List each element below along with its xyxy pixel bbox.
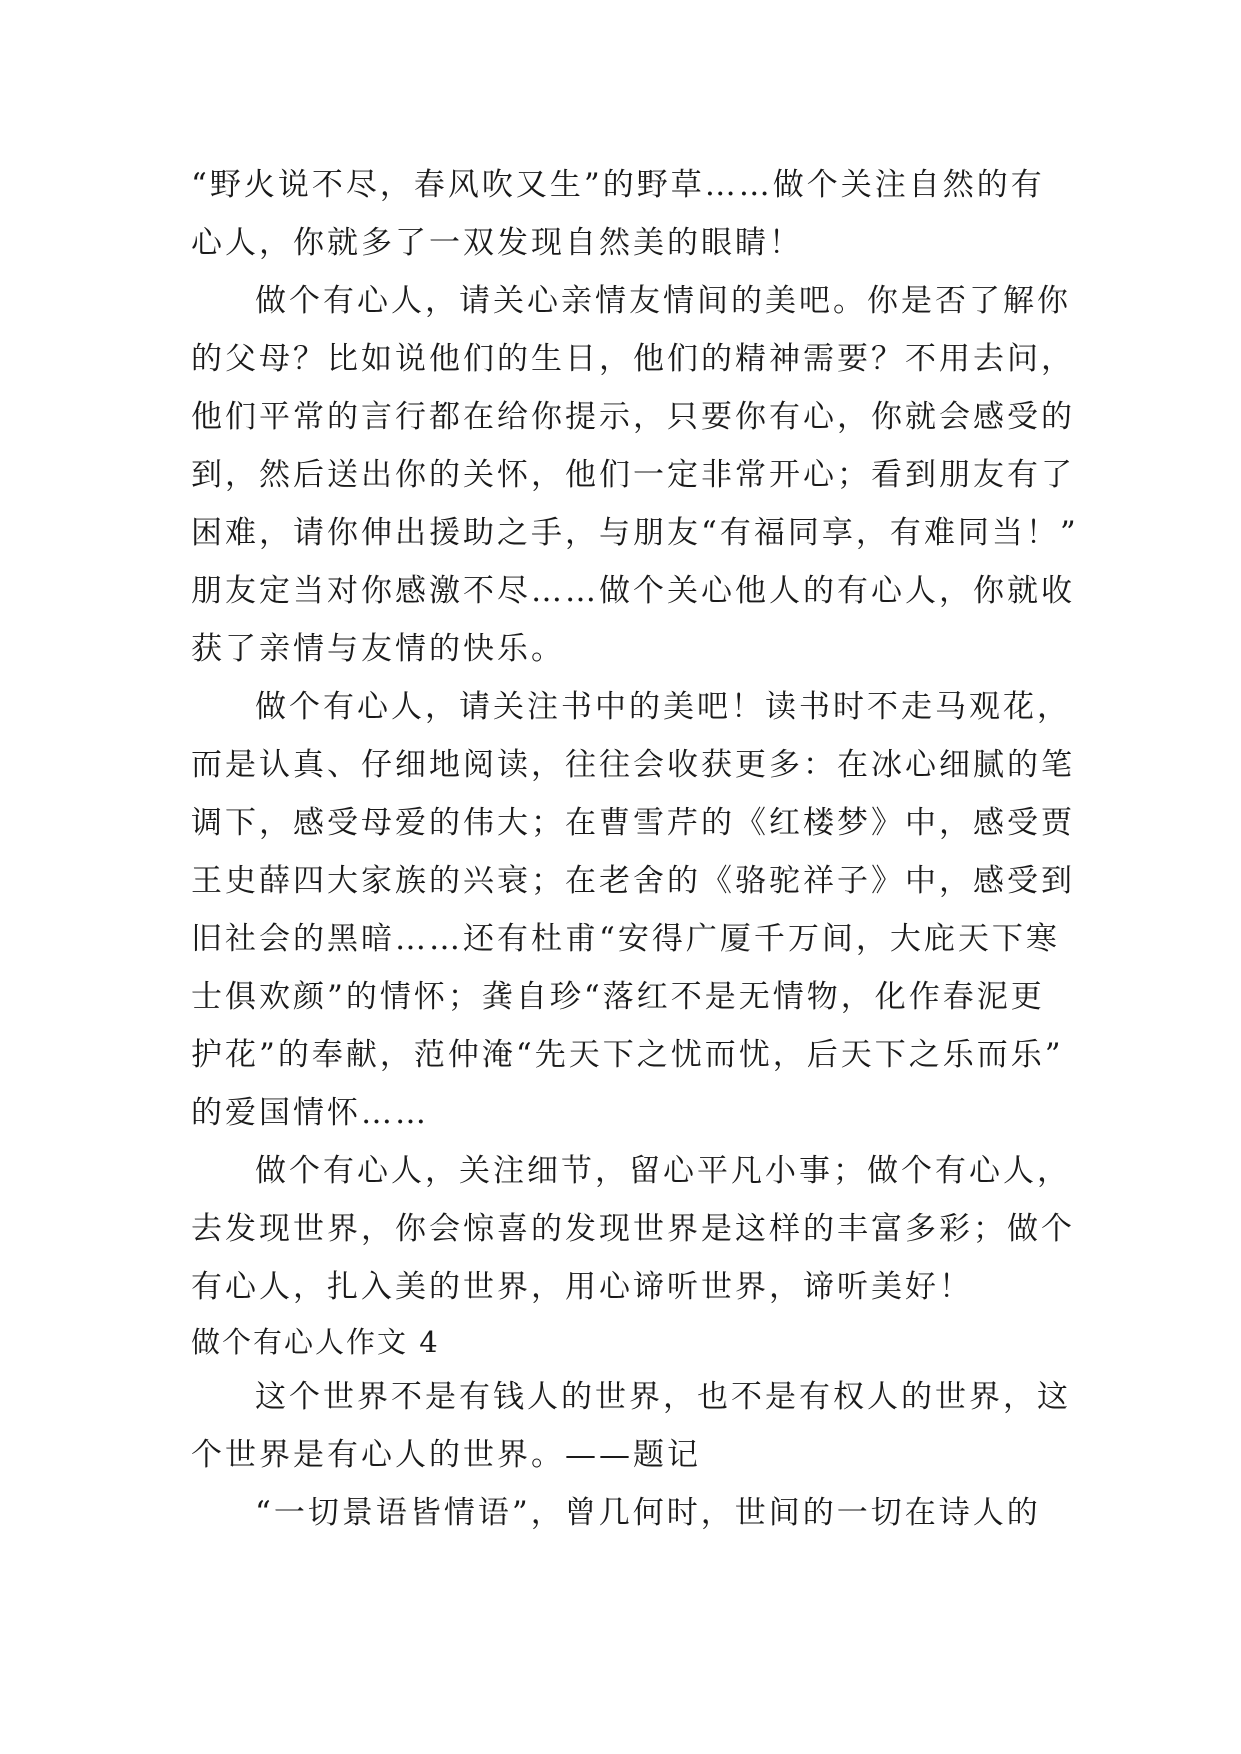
text-line: 他们平常的言行都在给你提示，只要你有心，你就会感受的 bbox=[191, 399, 1075, 435]
text-line: 做个有心人，请关注书中的美吧！读书时不走马观花， bbox=[255, 689, 1071, 725]
text-line: “野火说不尽，春风吹又生”的野草……做个关注自然的有 bbox=[191, 167, 1045, 203]
text-line: 的父母？比如说他们的生日，他们的精神需要？不用去问， bbox=[191, 341, 1075, 377]
text-line: 护花”的奉献，范仲淹“先天下之忧而忧，后天下之乐而乐” bbox=[191, 1037, 1064, 1073]
paragraph-1 bbox=[191, 156, 1061, 272]
document-page bbox=[191, 156, 1079, 1542]
text-line: 到，然后送出你的关怀，他们一定非常开心；看到朋友有了 bbox=[191, 457, 1075, 493]
paragraph-3 bbox=[191, 678, 1075, 1142]
section-paragraph-2 bbox=[191, 1484, 1061, 1542]
paragraph-2 bbox=[191, 272, 1079, 678]
text-line: 王史薛四大家族的兴衰；在老舍的《骆驼祥子》中，感受到 bbox=[191, 863, 1075, 899]
text-line: 做个有心人，请关心亲情友情间的美吧。你是否了解你 bbox=[255, 283, 1071, 319]
text-line: 困难，请你伸出援助之手，与朋友“有福同享，有难同当！” bbox=[191, 515, 1079, 551]
text-line: 有心人，扎入美的世界，用心谛听世界，谛听美好！ bbox=[191, 1269, 973, 1305]
text-line: “一切景语皆情语”，曾几何时，世间的一切在诗人的 bbox=[255, 1495, 1041, 1531]
paragraph-4 bbox=[191, 1142, 1075, 1316]
text-line: 做个有心人，关注细节，留心平凡小事；做个有心人， bbox=[255, 1153, 1071, 1189]
text-line: 个世界是有心人的世界。——题记 bbox=[191, 1437, 701, 1473]
section-paragraph-1 bbox=[191, 1368, 1071, 1484]
text-line: 调下，感受母爱的伟大；在曹雪芹的《红楼梦》中，感受贾 bbox=[191, 805, 1075, 841]
text-line: 士俱欢颜”的情怀；龚自珍“落红不是无情物，化作春泥更 bbox=[191, 979, 1045, 1015]
text-line: 的爱国情怀…… bbox=[191, 1095, 429, 1131]
text-line: 而是认真、仔细地阅读，往往会收获更多：在冰心细腻的笔 bbox=[191, 747, 1075, 783]
text-line: 心人，你就多了一双发现自然美的眼睛！ bbox=[191, 225, 803, 261]
text-line: 旧社会的黑暗……还有杜甫“安得广厦千万间，大庇天下寒 bbox=[191, 921, 1060, 957]
text-line: 去发现世界，你会惊喜的发现世界是这样的丰富多彩；做个 bbox=[191, 1211, 1075, 1247]
text-line: 朋友定当对你感激不尽……做个关心他人的有心人，你就收 bbox=[191, 573, 1075, 609]
section-title: 做个有心人作文 4 bbox=[191, 1325, 440, 1359]
text-line: 获了亲情与友情的快乐。 bbox=[191, 631, 565, 667]
text-line: 这个世界不是有钱人的世界，也不是有权人的世界，这 bbox=[255, 1379, 1071, 1415]
